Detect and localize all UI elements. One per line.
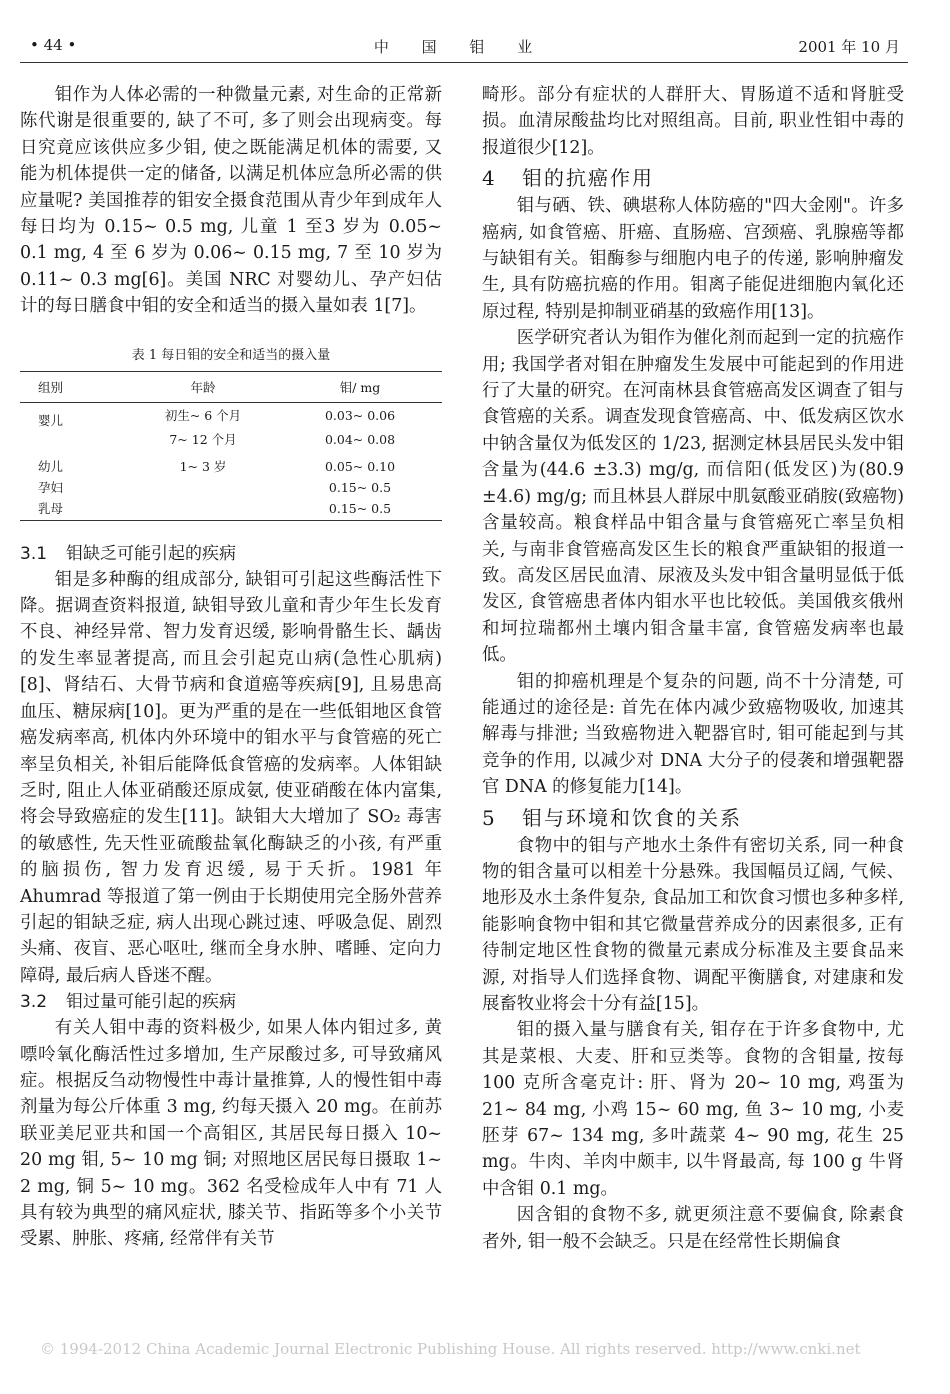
table-cell: 1~ 3 岁 — [179, 458, 227, 474]
section-5-heading — [482, 803, 904, 833]
table-cell: 0.04~ 0.08 — [324, 431, 396, 447]
table-cell: 0.15~ 0.5 — [328, 479, 392, 495]
table-cell: 孕妇 — [38, 479, 64, 495]
section-4-paragraph-2: 医学研究者认为钼作为催化剂而起到一定的抗癌作用; 我国学者对钼在肿瘤发生发展中可能起到的作用进行了大量的研究。在河南林县食管癌高发区调查了钼与食管癌的关系。调查发现食管癌高、中、低发病区饮水中钠含量仅为低发区的 1/23, 据测定林县居民头发中钼含量为(44.6 ±3.3) mg/g, 而信阳(低发区)为(80.9 ±4.6) mg/g; 而且林县人群尿中肌氨酸亚硝胺(致癌物)含量较高。粮食样品中钼含量与食管癌死亡率呈负相关, 与南非食管癌高发区生长的粮食严重缺钼的报道一致。高发区居民血清、尿液及头发中钼含量明显低于低发区, 食管癌患者体内钼水平也比较低。美国俄亥俄州和坷拉瑞都州土壤内钼含量丰富, 食管癌发病率也最低。 — [482, 328, 904, 666]
section-5-paragraph-3: 因含钼的食物不多, 就更须注意不要偏食, 除素食者外, 钼一般不会缺乏。只是在经常性长期偏食 — [482, 1205, 904, 1252]
table-cell: 0.05~ 0.10 — [324, 458, 396, 474]
table-cell — [20, 431, 128, 448]
right-column — [482, 82, 904, 1255]
journal-name: 中 国 钼 业 — [373, 38, 547, 56]
section-title: 钼的抗癌作用 — [522, 166, 654, 191]
section-title: 钼过量可能引起的疾病 — [66, 992, 236, 1013]
table-cell: 0.15~ 0.5 — [278, 496, 442, 521]
table-cell: 0.03~ 0.06 — [324, 407, 396, 423]
section-5-paragraph-1: 食物中的钼与产地水土条件有密切关系, 同一种食物的钼含量可以相差十分悬殊。我国幅员辽阔, 气候、地形及水土条件复杂, 食品加工和饮食习惯也多种多样, 能影响食物中钼和其它微量营养成分的因素很多, 正有待制定地区性食物的微量元素成分标准及主要食品来源, 对指导人们选择食物、调配平衡膳食, 对建康和发展畜牧业将会十分有益[15]。 — [482, 835, 904, 1014]
section-title: 钼与环境和饮食的关系 — [522, 805, 742, 830]
section-3-2-paragraph: 有关人钼中毒的资料极少, 如果人体内钼过多, 黄嘌呤氧化酶活性过多增加, 生产尿酸过多, 可导致痛风症。根据反刍动物慢性中毒计量推算, 人的慢性钼中毒剂量为每公斤体重 3 mg, 约每天摄入 20 mg。在前苏联亚美尼亚共和国一个高钼区, 其居民每日摄入 10~ 20 mg 钼, 5~ 10 mg 铜; 对照地区居民每日摄取 1~ 2 mg, 铜 5~ 10 mg。362 名受检成年人中有 71 人具有较为典型的痛风症状, 膝关节、指跖等多个小关节受累、肿胀、疼痛, 经常伴有关节 — [20, 1018, 442, 1250]
table-header-row — [20, 371, 442, 402]
table-row — [20, 448, 442, 475]
section-number: 3.1 — [20, 543, 48, 564]
header-rule — [20, 62, 908, 63]
continued-paragraph: 畸形。部分有症状的人群肝大、胃肠道不适和肾脏受损。血清尿酸盐均比对照组高。目前, 职业性钼中毒的报道很少[12]。 — [482, 85, 904, 158]
section-3-1-heading — [20, 541, 442, 567]
section-4-heading — [482, 163, 904, 193]
section-4-paragraph-1: 钼与硒、铁、碘堪称人体防癌的"四大金刚"。许多癌病, 如食管癌、肝癌、直肠癌、宫颈癌、乳腺癌等都与缺钼有关。钼酶参与细胞内电子的传递, 影响肿瘤发生, 具有防癌抗癌的作用。钼离子能促进细胞内氧化还原过程, 特别是抑制亚硝基的致癌作用[13]。 — [482, 196, 904, 322]
copyright-footer: © 1994-2012 China Academic Journal Electronic Publishing House. All rights reserved. http://www.cnki.net — [40, 1340, 861, 1358]
section-number: 5 — [482, 805, 497, 830]
intake-table — [20, 371, 442, 521]
intro-paragraph: 钼作为人体必需的一种微量元素, 对生命的正常新陈代谢是很重要的, 缺了不可, 多了则会出现病变。每日究竟应该供应多少钼, 使之既能满足机体的需要, 又能为机体提供一定的储备, 以满足机体应急所必需的供应量呢? 美国推荐的钼安全摄食范围从青少年到成年人每日均为 0.15~ 0.5 mg, 儿童 1 至3 岁为 0.05~ 0.1 mg, 4 至 6 岁为 0.06~ 0.15 mg, 7 至 10 岁为 0.11~ 0.3 mg[6]。美国 NRC 对婴幼儿、孕产妇估计的每日膳食中钼的安全和适当的摄入量如表 1[7]。 — [20, 85, 442, 317]
table-row — [20, 431, 442, 448]
col-header-group: 组别 — [20, 371, 128, 402]
section-3-1-paragraph: 钼是多种酶的组成部分, 缺钼可引起这些酶活性下降。据调查资料报道, 缺钼导致儿童和青少年生长发育不良、神经异常、智力发育迟缓, 影响骨骼生长、龋齿的发生率显著提高, 而且会引起克山病(急性心肌病)[8]、肾结石、大骨节病和食道癌等疾病[9], 且易患高血压、糖尿病[10]。更为严重的是在一些低钼地区食管癌发病率高, 机体内外环境中的钼水平与食管癌的死亡率呈负相关, 补钼后能降低食管癌的发病率。人体钼缺乏时, 阻止人体亚硝酸还原成氨, 使亚硝酸在体内富集, 将会导致癌症的发生[11]。缺钼大大增加了 SO₂ 毒害的敏感性, 先天性亚硫酸盐氧化酶缺乏的小孩, 有严重的脑损伤, 智力发育迟缓, 易于夭折。1981 年 Ahumrad 等报道了第一例由于长期使用完全肠外营养引起的钼缺乏症, 病人出现心跳过速、呼吸急促、剧烈头痛、夜盲、恶心呕吐, 继而全身水肿、嗜睡、定向力障碍, 最后病人昏迷不醒。 — [20, 569, 442, 986]
table-cell — [128, 496, 278, 521]
table-cell: 婴儿 — [38, 412, 64, 428]
table-cell: 乳母 — [20, 496, 128, 521]
section-5-paragraph-2: 钼的摄入量与膳食有关, 钼存在于许多食物中, 尤其是菜根、大麦、肝和豆类等。食物的含钼量, 按每 100 克所含毫克计: 肝、肾为 20~ 10 mg, 鸡蛋为 21~ 84 mg, 小鸡 15~ 60 mg, 鱼 3~ 10 mg, 小麦胚芽 67~ 134 mg, 多叶蔬菜 4~ 90 mg, 花生 25 mg。牛肉、羊肉中颇丰, 以牛肾最高, 每 100 g 牛肾中含钼 0.1 mg。 — [482, 1020, 904, 1199]
section-4-paragraph-3: 钼的抑癌机理是个复杂的问题, 尚不十分清楚, 可能通过的途径是: 首先在体内减少致癌物吸收, 加速其解毒与排泄; 当致癌物进入靶器官时, 钼可能起到与其竞争的作用, 以减少对 DNA 大分子的侵袭和增强靶器官 DNA 的修复能力[14]。 — [482, 671, 904, 798]
page-header — [20, 34, 900, 60]
section-number: 4 — [482, 166, 497, 191]
table-caption: 表 1 每日钼的安全和适当的摄入量 — [131, 347, 331, 363]
table-cell: 7~ 12 个月 — [169, 431, 237, 447]
table-cell: 初生~ 6 个月 — [164, 407, 242, 423]
issue-date: 2001 年 10 月 — [798, 38, 900, 56]
table-cell: 幼儿 — [38, 458, 64, 474]
table-cell — [128, 475, 278, 496]
page-number: • 44 • — [30, 36, 77, 54]
col-header-age: 年龄 — [128, 371, 278, 402]
section-number: 3.2 — [20, 992, 48, 1013]
table-row — [20, 402, 442, 431]
left-column — [20, 82, 442, 1253]
table-1 — [20, 344, 442, 521]
col-header-mo: 钼/ mg — [278, 371, 442, 402]
table-row — [20, 496, 442, 521]
section-3-2-heading — [20, 989, 442, 1015]
table-row — [20, 475, 442, 496]
section-title: 钼缺乏可能引起的疾病 — [66, 543, 236, 564]
